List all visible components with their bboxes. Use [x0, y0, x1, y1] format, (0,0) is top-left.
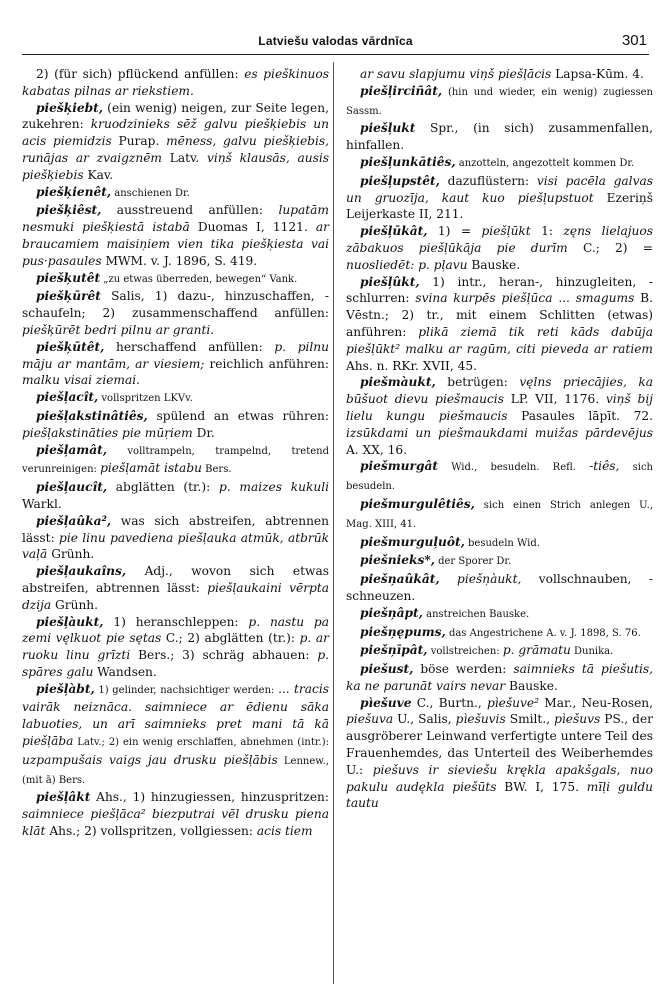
left-column: [22, 66, 329, 840]
headword: piešļàbt,: [36, 681, 95, 696]
headword: piešņâpt,: [360, 605, 423, 620]
definition-text: Bauske.: [505, 678, 558, 693]
example-text: piešķūrēt bedri pilnu ar granti.: [22, 322, 215, 337]
headword: piešļâkt: [36, 790, 91, 805]
small-text: sich einen Strich anlegen U., Mag. XIII, 41.: [346, 499, 653, 530]
dictionary-entry: [346, 120, 653, 154]
definition-text: (ein wenig) neigen, zur Seite legen, zukehren:: [22, 100, 329, 132]
headword: piešļūkât,: [360, 224, 428, 239]
example-text: p. maizes kukuli: [219, 480, 329, 495]
definition-text: PS., der ausgröberer Leinwand verfertigte untere Teil des Frauenhemdes, das Unterteil des Weiberhemdes U.:: [346, 712, 653, 777]
definition-text: Bauske.: [467, 257, 521, 272]
example-text: es pieškinuos kabatas pilnas ar riekstiem.: [22, 67, 329, 98]
headword: piešķūrêt: [36, 289, 101, 304]
example-text: pìešuvs: [554, 712, 601, 727]
headword: piešļaucît,: [36, 480, 108, 495]
small-text: anzotteln, angezottelt kommen Dr.: [455, 157, 635, 169]
definition-text: Ahs., 1) hinzugiessen, hinzuspritzen:: [90, 790, 329, 805]
headword: piešņaûkât,: [360, 572, 440, 587]
dictionary-entry: [22, 202, 329, 269]
headword: piešķūtêt,: [36, 339, 105, 354]
dictionary-entry: [22, 184, 329, 203]
definition-text: Wandsen.: [93, 664, 157, 679]
example-text: p. grāmatu: [502, 643, 571, 658]
definition-text: Mar., Neu-Rosen,: [538, 695, 654, 710]
definition-text: Pasaules lāpīt. 72.: [507, 408, 653, 423]
small-text: 1) gelinder, nachsichtiger werden:: [94, 684, 279, 696]
dictionary-entry: [346, 571, 653, 605]
dictionary-entry: [22, 270, 329, 289]
definition-text: C.; 2) abglätten (tr.):: [161, 631, 300, 646]
example-text: pie linu pavediena piešļauka atmūk, atbrūk vaļā: [22, 530, 329, 562]
definition-text: Ezeriņš Leijerkaste II, 211.: [346, 190, 654, 222]
headword: piešust,: [360, 662, 414, 677]
small-text: vollspritzen LKVv.: [98, 393, 193, 405]
example-text: malku visai ziemai.: [22, 373, 141, 388]
definition-text: betrügen:: [435, 375, 520, 390]
definition-text: U., Salis,: [393, 712, 456, 727]
small-text: der Sporer Dr.: [434, 556, 512, 568]
headword: piešļacît,: [36, 390, 99, 405]
definition-text: Kav.: [83, 167, 114, 182]
dictionary-entry: [22, 339, 329, 389]
example-text: mīļi guldu tautu: [346, 779, 653, 811]
headword: pìešuve: [360, 695, 412, 710]
headword: piešķienêt,: [36, 184, 112, 199]
dictionary-entry: [22, 789, 329, 839]
example-text: piešuvs ir sieviešu krękla apakšgals, nuo pakulu audękla piešūts: [346, 762, 653, 794]
dictionary-entry: [346, 83, 653, 121]
small-text: volltrampeln, trampelnd, tretend verunreinigen:: [22, 445, 329, 476]
dictionary-entry: [346, 458, 653, 496]
headword: piešļaûka²,: [36, 513, 112, 528]
example-text: vęlns priecājies, ka būšuot dievu piešmaucis: [346, 375, 653, 407]
headword: piešļirciñât,: [360, 83, 443, 98]
example-text: acis tiem: [256, 824, 313, 839]
definition-text: herschaffend anfüllen:: [104, 339, 275, 354]
dictionary-entry: [22, 100, 329, 184]
definition-text: 1) =: [427, 224, 482, 239]
headword: piešļunkātiês,: [360, 154, 456, 169]
headword: piešļakstinâtiês,: [36, 408, 148, 423]
definition-text: Salis, 1) dazu-, hinzuschaffen, -schaufeln; 2) zusammenschaffend anfüllen:: [22, 289, 329, 321]
page-number: 301: [621, 32, 647, 49]
dictionary-entry: [346, 605, 653, 624]
example-text: piešļamāt istabu: [100, 461, 202, 476]
small-text: das Angestrichene A. v. J. 1898, S. 76.: [445, 627, 641, 639]
definition-text: Spr., (in sich) zusammenfallen, hinfallen.: [346, 121, 653, 153]
definition-text: reichlich anführen:: [204, 356, 329, 371]
example-text: zęns lielajuos zābakuos piešļūkāja pie durīm: [346, 224, 653, 255]
example-text: -tiês,: [589, 459, 620, 474]
dictionary-entry: [22, 563, 329, 613]
example-text: izsūkdami un piešmaukdami muižas pārdevējus: [346, 425, 653, 440]
definition-text: Duomas I, 1121.: [189, 220, 316, 235]
definition-text: 1) intr., heran-, hinzugleiten, -schlurren:: [346, 274, 653, 306]
example-text: p. spāres galu: [22, 648, 329, 679]
dictionary-entry: [22, 681, 329, 790]
definition-text: BW. I, 175.: [496, 779, 587, 794]
small-text: (hin und wieder, ein wenig) zugiessen Sassm.: [346, 86, 653, 117]
example-text: saimniece piešļāca² biezputrai vēl drusku piena klāt: [22, 807, 329, 839]
dictionary-entry: [22, 513, 329, 563]
definition-text: Warkl.: [22, 496, 62, 511]
headword: piešņępums,: [360, 624, 446, 639]
dictionary-entry: [22, 288, 329, 338]
definition-text: Grünh.: [47, 547, 95, 562]
example-text: ... tracis vairāk neiznāca. saimniece ar ēdienu sāka labuoties, un arī saimnieks pret mani tā kā piešļāba: [22, 681, 329, 749]
example-text: p. pilnu māju ar mantām, ar viesiem;: [22, 339, 329, 371]
definition-text: Latv.: [161, 150, 208, 165]
headword: piešnieks*,: [360, 553, 435, 568]
dictionary-entry: [346, 173, 653, 223]
small-text: Dunika.: [570, 646, 614, 658]
headword: piešļukt: [360, 121, 416, 136]
definition-text: [440, 572, 457, 586]
headword: piešļûkt,: [360, 274, 420, 289]
small-text: sich besudeln.: [346, 462, 653, 493]
definition-text: abglätten (tr.):: [107, 480, 219, 495]
example-text: lupatām nesmuki piešķiestā istabā: [22, 203, 329, 235]
definition-text: Dr.: [192, 425, 215, 440]
small-text: Wid., besudeln. Refl.: [438, 462, 590, 474]
definition-text: Ahs. n. RKr. XVII, 45.: [346, 358, 478, 373]
column-divider: [333, 62, 334, 984]
definition-text: Grünh.: [51, 597, 99, 612]
headword: piešļaukaîns,: [36, 564, 127, 579]
example-text: ar braucamiem maisiņiem vien tika piešķiesta vai pus·pasaules: [22, 220, 329, 268]
small-text: vollstreichen:: [427, 646, 503, 658]
small-text: Lennew., (mit ā) Bers.: [22, 755, 329, 786]
example-text: p. nastu pa zemi vęlkuot pie sętas: [22, 614, 329, 646]
example-text: pìešuve²: [486, 695, 539, 710]
definition-text: Purap.: [111, 134, 167, 149]
dictionary-entry: [346, 374, 653, 458]
example-text: smagums: [575, 291, 635, 306]
definition-text: Smilt.,: [505, 712, 555, 727]
definition-text: 2) (für sich) pflückend anfüllen:: [36, 67, 245, 81]
dictionary-entry: [22, 479, 329, 513]
small-text: anstreichen Bauske.: [422, 608, 530, 620]
definition-text: spülend an etwas rühren:: [147, 408, 329, 423]
example-text: viņš klausās, ausis piešķiebis: [22, 150, 329, 182]
definition-text: MWM. v. J. 1896, S. 419.: [101, 253, 258, 268]
headword: piešļàukt,: [36, 614, 104, 629]
example-text: viņš bij lielu kungu piešmaucis: [346, 392, 653, 423]
example-text: saimnieks tā piešutis, ka ne parunāt vairs nevar: [346, 662, 653, 693]
small-text: Latv.; 2) ein wenig erschlaffen, abnehmen (intr.):: [73, 737, 329, 749]
dictionary-entry: [22, 614, 329, 681]
definition-text: Lapsa-Kūm. 4.: [551, 67, 644, 81]
headword: piešmurguļuôt,: [360, 534, 465, 549]
headword: piešķutêt: [36, 270, 101, 285]
example-text: uzpampušais vaigs jau drusku piešļābis: [22, 752, 278, 767]
definition-text: 1) heranschleppen:: [103, 614, 249, 629]
example-text: ar savu slapjumu viņš piešļācis: [360, 67, 552, 81]
definition-text: Adj., wovon sich etwas abstreifen, abtrennen lässt:: [22, 564, 329, 595]
example-text: pìešuvis: [455, 712, 506, 727]
dictionary-entry: [346, 552, 653, 571]
dictionary-entry: [346, 695, 653, 813]
dictionary-entry: [346, 661, 653, 695]
dictionary-entry: [346, 223, 653, 273]
dictionary-entry: [346, 154, 653, 173]
definition-text: ...: [552, 291, 576, 306]
example-text: piešļūkt: [481, 224, 531, 239]
definition-text: Bers.; 3) schräg abhauen:: [130, 648, 318, 663]
definition-text: C.; 2) =: [567, 240, 653, 255]
example-text: nuosliedēt: p. pļavu: [346, 257, 468, 272]
definition-text: 1:: [530, 224, 564, 239]
dictionary-entry: [22, 408, 329, 442]
example-text: piešļakstināties pie mūŗiem: [22, 425, 193, 440]
page-header: [22, 34, 649, 55]
definition-text: A. XX, 16.: [346, 442, 408, 457]
small-text: besudeln Wid.: [464, 537, 540, 549]
example-text: piešuva: [346, 712, 394, 727]
example-text: plikā ziemā tik reti kāds dabūja piešļūkt² malku ar ragūm, citi pieveda ar ratiem: [346, 324, 653, 356]
headword: piešķiebt,: [36, 100, 103, 115]
dictionary-entry: [22, 66, 329, 100]
dictionary-entry: [346, 642, 653, 661]
definition-text: LP. VII, 1176.: [503, 392, 606, 407]
headword: piešķiêst,: [36, 203, 102, 218]
definition-text: Ahs.; 2) vollspritzen, vollgiessen:: [45, 824, 257, 839]
headword: piešmurgât: [360, 459, 438, 474]
headword: piešļupstêt,: [360, 173, 440, 188]
headword: piešļamât,: [36, 442, 107, 457]
example-text: kruodzinieks sēž galvu piešķiebis un acis piemidzis: [22, 117, 329, 149]
example-text: mēness, galvu piešķiebis, runājas ar zvaigznēm: [22, 134, 329, 165]
definition-text: C., Burtn.,: [411, 695, 487, 710]
definition-text: vollschnauben, -schneuzen.: [346, 572, 653, 603]
example-text: visi pacēla galvas un gruozīja, kaut kuo piešļupstuot: [346, 173, 653, 205]
dictionary-entry: [346, 274, 653, 375]
definition-text: dazuflüstern:: [439, 173, 537, 188]
definition-text: ausstreuend anfüllen:: [101, 203, 279, 218]
small-text: „zu etwas überreden, bewegen“ Vank.: [100, 273, 298, 285]
headword: piešmàukt,: [360, 375, 436, 390]
small-text: Bers.: [201, 464, 232, 476]
example-text: piešļaukaini vērpta dzija: [22, 580, 329, 612]
right-column: [346, 66, 653, 812]
definition-text: böse werden:: [413, 662, 514, 677]
definition-text: B. Vēstn.; 2) tr., mit einem Schlitten (etwas) anführen:: [346, 291, 653, 339]
dictionary-entry: [346, 624, 653, 643]
dictionary-entry: [346, 66, 653, 83]
example-text: p. ar ruoku linu grīzti: [22, 631, 329, 663]
dictionary-entry: [22, 442, 329, 480]
dictionary-entry: [22, 389, 329, 408]
headword: piešņīpât,: [360, 643, 428, 658]
headword: piešmurgulêtiês,: [360, 496, 475, 511]
definition-text: was sich abstreifen, abtrennen lässt:: [22, 513, 329, 545]
running-title: Latviešu valodas vārdnīca: [258, 34, 413, 48]
dictionary-entry: [346, 534, 653, 553]
small-text: anschienen Dr.: [111, 187, 190, 199]
example-text: svina kurpēs piešļūca: [415, 291, 553, 306]
dictionary-entry: [346, 496, 653, 534]
example-text: piešņàukt,: [457, 572, 522, 587]
